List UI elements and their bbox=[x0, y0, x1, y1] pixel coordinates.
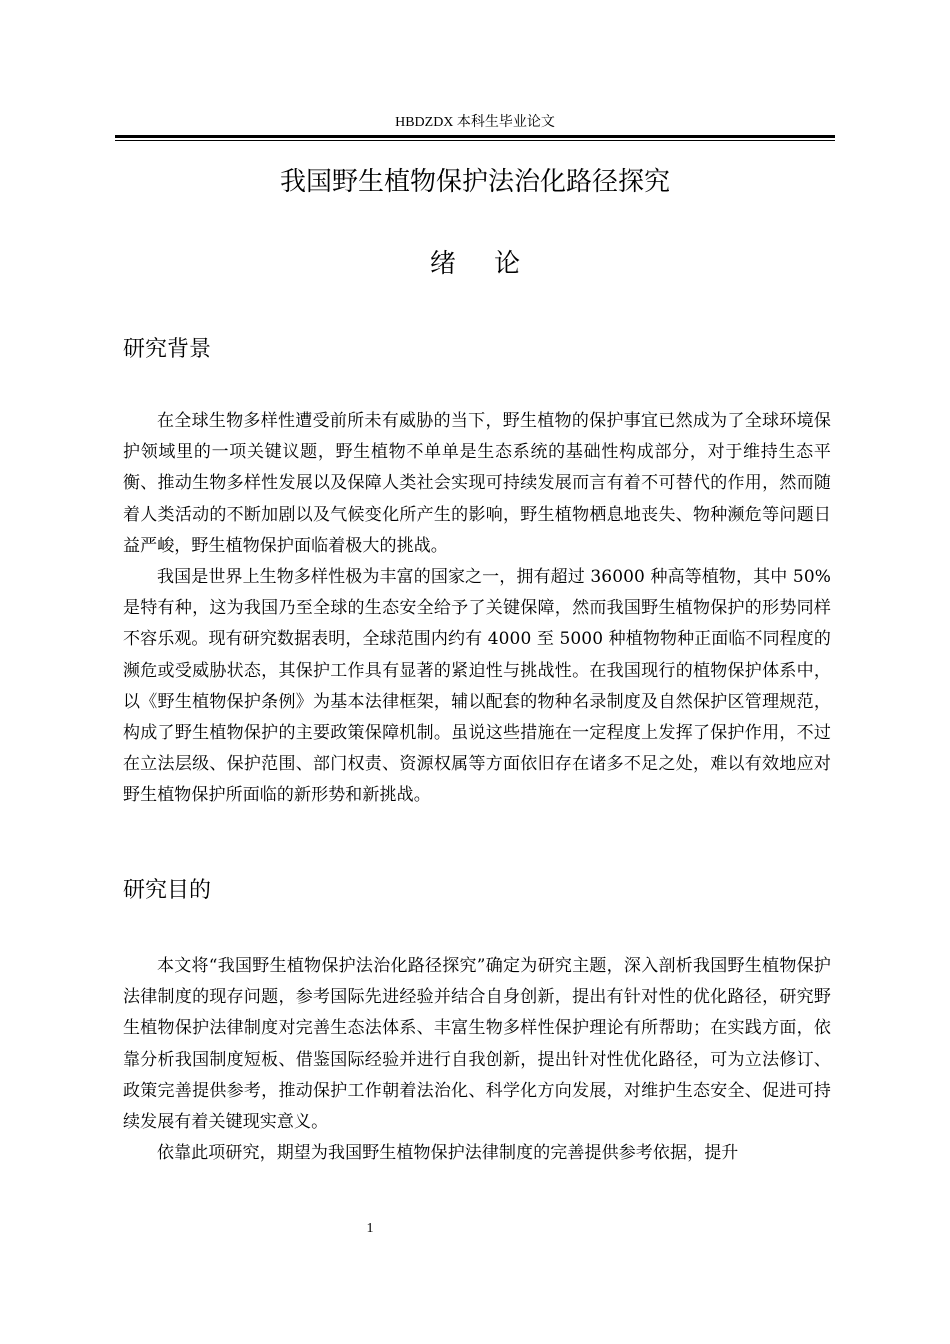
paragraph: 依靠此项研究，期望为我国野生植物保护法律制度的完善提供参考依据，提升 bbox=[157, 1143, 739, 1164]
header-rule-thin bbox=[115, 140, 835, 141]
page-header: HBDZDX 本科生毕业论文 bbox=[395, 115, 555, 130]
section-body-background bbox=[123, 406, 831, 812]
header-rule-thick bbox=[115, 135, 835, 138]
section-heading-background: 研究背景 bbox=[123, 337, 212, 362]
paragraph: 我国是世界上生物多样性极为丰富的国家之一，拥有超过 36000 种高等植物，其中 50%是特有种，这为我国乃至全球的生态安全给予了关键保障，然而我国野生植物保护的形势同样不容乐观。现有研究数据表明，全球范围内约有 4000 至 5000 种植物物种正面临不同程度的濒危或受威胁状态，其保护工作具有显著的紧迫性与挑战性。在我国现行的植物保护体系中，以《野生植物保护条例》为基本法律框架，辅以配套的物种名录制度及自然保护区管理规范，构成了野生植物保护的主要政策保障机制。虽说这些措施在一定程度上发挥了保护作用，不过在立法层级、保护范围、部门权责、资源权属等方面依旧存在诸多不足之处，难以有效地应对野生植物保护所面临的新形势和新挑战。 bbox=[123, 567, 831, 806]
section-body-purpose bbox=[123, 951, 831, 1169]
page-number: 1 bbox=[366, 1221, 374, 1236]
paragraph: 在全球生物多样性遭受前所未有威胁的当下，野生植物的保护事宜已然成为了全球环境保护领域里的一项关键议题，野生植物不单单是生态系统的基础性构成部分，对于维持生态平衡、推动生物多样性发展以及保障人类社会实现可持续发展而言有着不可替代的作用，然而随着人类活动的不断加剧以及气候变化所产生的影响，野生植物栖息地丧失、物种濒危等问题日益严峻，野生植物保护面临着极大的挑战。 bbox=[123, 411, 831, 556]
section-heading-purpose: 研究目的 bbox=[123, 878, 212, 903]
document-title: 我国野生植物保护法治化路径探究 bbox=[279, 167, 670, 197]
paragraph: 本文将“我国野生植物保护法治化路径探究”确定为研究主题，深入剖析我国野生植物保护法律制度的现存问题，参考国际先进经验并结合自身创新，提出有针对性的优化路径，研究野生植物保护法律制度对完善生态法体系、丰富生物多样性保护理论有所帮助；在实践方面，依靠分析我国制度短板、借鉴国际经验并进行自我创新，提出针对性优化路径，可为立法修订、政策完善提供参考，推动保护工作朝着法治化、科学化方向发展，对维护生态安全、促进可持续发展有着关键现实意义。 bbox=[123, 956, 831, 1133]
chapter-title: 绪 论 bbox=[429, 249, 521, 279]
